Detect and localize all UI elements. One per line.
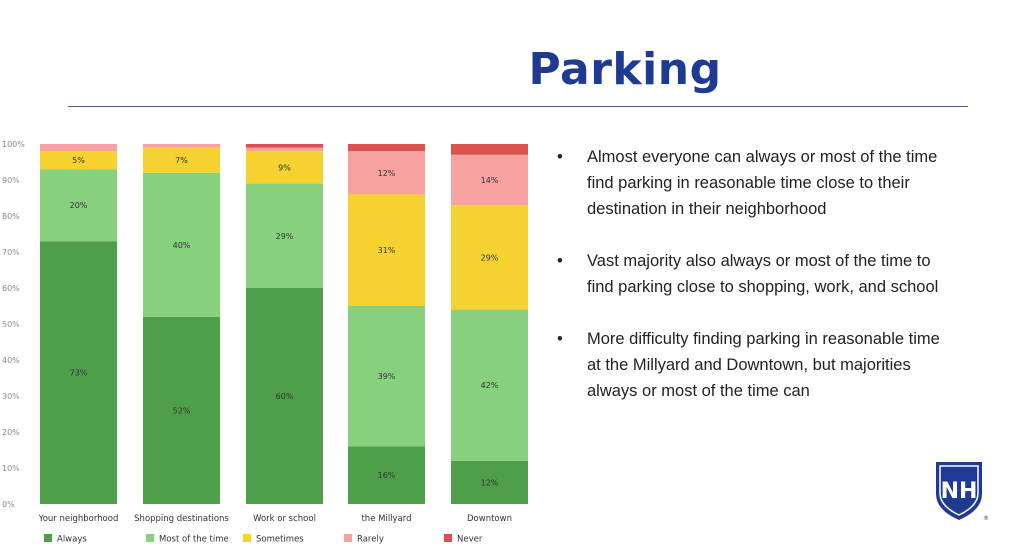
stacked-bar-chart xyxy=(0,140,540,548)
legend-swatch xyxy=(444,534,452,542)
data-label: 29% xyxy=(275,231,294,241)
bullet-text: Vast majority also always or most of the time to find parking close to shopping, work, and school xyxy=(587,252,939,296)
data-label: 42% xyxy=(480,381,499,391)
bar-segment xyxy=(348,144,425,151)
bullet-list xyxy=(555,144,955,430)
bar-segment xyxy=(246,148,323,152)
bullet-item xyxy=(555,144,955,222)
legend-swatch xyxy=(243,534,251,542)
y-tick-label: 60% xyxy=(2,284,20,293)
bullet-icon: • xyxy=(557,330,563,348)
unh-logo xyxy=(934,460,989,522)
page-title: Parking xyxy=(528,44,722,95)
data-label: 5% xyxy=(72,156,85,166)
bar-segment xyxy=(246,144,323,148)
data-label: 12% xyxy=(377,168,396,178)
data-label: 31% xyxy=(377,246,396,256)
bullet-item xyxy=(555,248,955,300)
data-label: 7% xyxy=(175,156,188,166)
y-tick-label: 70% xyxy=(2,248,20,257)
bullet-text: Almost everyone can always or most of the time find parking in reasonable time close to their destination in their neighborhood xyxy=(587,148,938,218)
logo-registered-mark: ® xyxy=(983,515,989,522)
y-tick-label: 50% xyxy=(2,320,20,329)
data-label: 20% xyxy=(69,201,88,211)
y-tick-label: 20% xyxy=(2,428,20,437)
bar-segment xyxy=(451,144,528,155)
y-tick-label: 10% xyxy=(2,464,20,473)
legend-label: Always xyxy=(57,534,87,545)
legend-label: Most of the time xyxy=(159,534,229,545)
y-tick-label: 30% xyxy=(2,392,20,401)
data-label: 60% xyxy=(275,392,294,401)
data-label: 40% xyxy=(172,240,191,250)
data-label: 29% xyxy=(480,253,499,263)
bullet-text: More difficulty finding parking in reasonable time at the Millyard and Downtown, but majorities always or most of the time can xyxy=(587,330,940,400)
data-label: 52% xyxy=(172,406,191,416)
data-label: 73% xyxy=(69,368,88,378)
data-label: 9% xyxy=(278,163,291,173)
x-category-label: Shopping destinations xyxy=(134,514,229,524)
y-tick-label: 90% xyxy=(2,176,20,185)
y-tick-label: 40% xyxy=(2,356,20,365)
data-label: 39% xyxy=(377,372,396,382)
legend-label: Rarely xyxy=(357,534,384,545)
legend-swatch xyxy=(44,534,52,542)
bullet-icon: • xyxy=(557,148,563,166)
bar-segment xyxy=(40,144,117,151)
logo-text: NH xyxy=(940,479,978,504)
data-label: 12% xyxy=(480,478,499,488)
data-label: 16% xyxy=(377,471,396,481)
x-category-label: Work or school xyxy=(253,514,316,524)
x-category-label: Your neighborhood xyxy=(38,514,119,524)
y-tick-label: 100% xyxy=(2,140,25,149)
legend-swatch xyxy=(344,534,352,542)
bullet-icon: • xyxy=(557,252,563,270)
x-category-label: Downtown xyxy=(467,514,512,524)
data-label: 14% xyxy=(480,176,499,185)
title-divider xyxy=(68,106,968,107)
x-category-label: the Millyard xyxy=(361,514,412,524)
y-tick-label: 80% xyxy=(2,212,20,221)
legend-swatch xyxy=(146,534,154,542)
y-tick-label: 0% xyxy=(2,500,15,509)
bar-segment xyxy=(143,144,220,148)
bullet-item xyxy=(555,326,955,404)
legend-label: Never xyxy=(457,534,483,545)
legend-label: Sometimes xyxy=(256,534,304,545)
